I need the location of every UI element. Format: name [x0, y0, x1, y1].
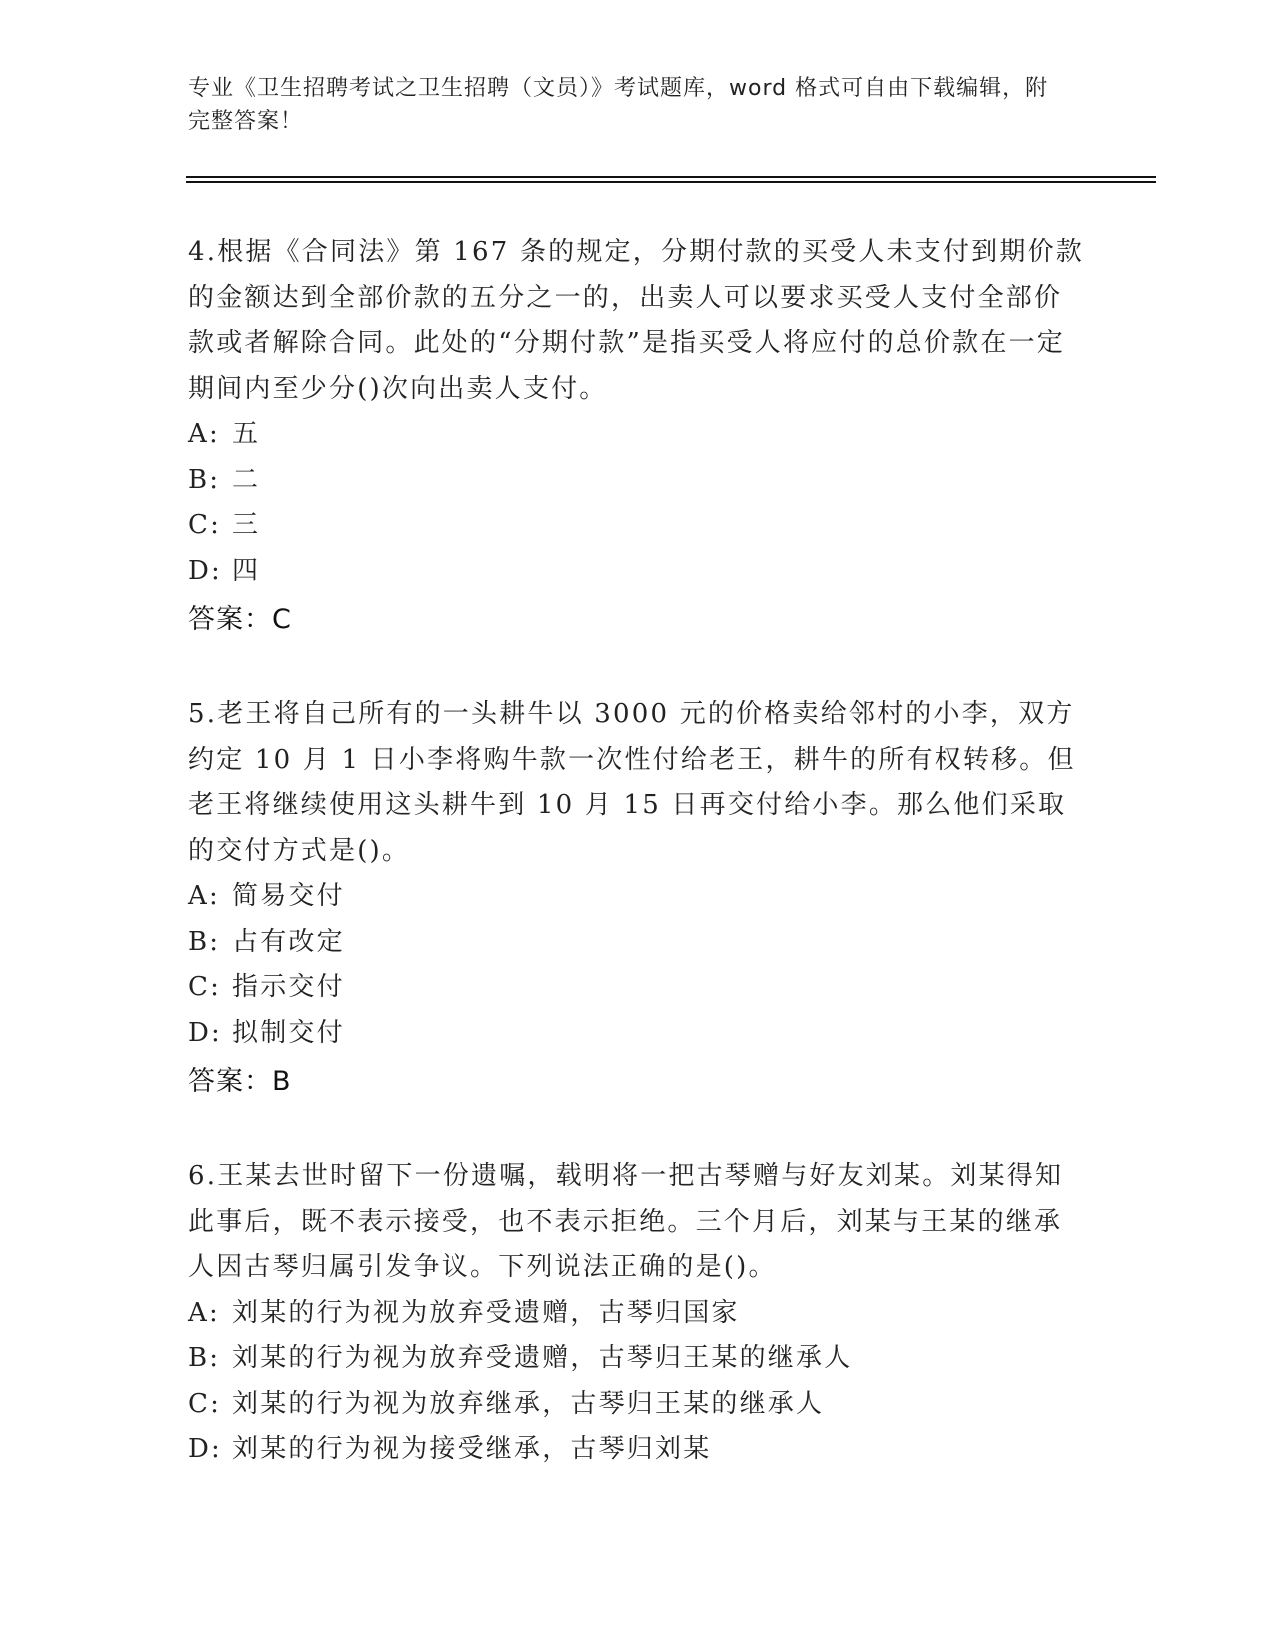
option-letter: C: [188, 1388, 222, 1419]
question-text: 6.王某去世时留下一份遗嘱，载明将一把古琴赠与好友刘某。刘某得知此事后，既不表示接受，也不表示拒绝。三个月后，刘某与王某的继承人因古琴归属引发争议。下列说法正确的是()。 [188, 1161, 1064, 1282]
option-letter: A: [188, 1297, 220, 1328]
option-b [188, 458, 1088, 504]
question-5 [188, 692, 1088, 1106]
option-d [188, 549, 1088, 595]
option-letter: C: [188, 972, 222, 1002]
header-rule-bottom [186, 181, 1156, 183]
option-b [188, 1336, 1088, 1382]
option-text: 五 [232, 419, 261, 449]
option-letter: D: [188, 555, 223, 586]
option-a [188, 874, 1088, 920]
option-text: 简易交付 [232, 881, 345, 911]
question-text: 4.根据《合同法》第 167 条的规定，分期付款的买受人未支付到期价款的金额达到全部价款的五分之一的，出卖人可以要求买受人支付全部价款或者解除合同。此处的“分期付款”是指买受人将应付的总价款在一定期间内至少分()次向出卖人支付。 [188, 237, 1084, 404]
option-text: 刘某的行为视为放弃继承，古琴归王某的继承人 [232, 1388, 825, 1419]
option-a [188, 412, 1088, 458]
option-c [188, 503, 1088, 549]
question-list [188, 230, 1088, 1521]
question-6 [188, 1154, 1088, 1473]
answer-label: 答案：B [188, 1066, 292, 1097]
option-list [188, 412, 1088, 594]
option-text: 刘某的行为视为放弃受遗赠，古琴归国家 [232, 1297, 740, 1328]
option-letter: C: [188, 510, 222, 540]
header-rule-top [186, 176, 1156, 178]
option-text: 二 [232, 464, 261, 495]
option-text: 拟制交付 [232, 1017, 345, 1048]
option-d [188, 1427, 1088, 1473]
option-list [188, 1291, 1088, 1473]
option-letter: A: [188, 881, 220, 911]
option-text: 四 [232, 555, 261, 586]
option-c [188, 965, 1088, 1011]
option-a [188, 1291, 1088, 1337]
option-c [188, 1382, 1088, 1428]
question-4 [188, 230, 1088, 644]
option-letter: D: [188, 1017, 223, 1048]
option-text: 三 [232, 510, 261, 540]
option-d [188, 1011, 1088, 1057]
option-text: 占有改定 [232, 926, 345, 957]
option-letter: B: [188, 926, 221, 957]
option-text: 指示交付 [232, 972, 345, 1002]
option-b [188, 920, 1088, 966]
page-header: 专业《卫生招聘考试之卫生招聘（文员）》考试题库，word 格式可自由下载编辑，附完整答案！ [188, 76, 1049, 134]
question-text: 5.老王将自己所有的一头耕牛以 3000 元的价格卖给邻村的小李，双方约定 10 月 1 日小李将购牛款一次性付给老王，耕牛的所有权转移。但老王将继续使用这头耕牛到 10 月 15 日再交付给小李。那么他们采取的交付方式是()。 [188, 699, 1076, 866]
option-letter: B: [188, 464, 221, 495]
option-text: 刘某的行为视为放弃受遗赠，古琴归王某的继承人 [232, 1343, 853, 1373]
answer-label: 答案：C [188, 604, 292, 635]
option-letter: B: [188, 1343, 221, 1373]
option-list [188, 874, 1088, 1056]
option-letter: D: [188, 1434, 223, 1464]
option-letter: A: [188, 419, 220, 449]
option-text: 刘某的行为视为接受继承，古琴归刘某 [232, 1434, 712, 1464]
